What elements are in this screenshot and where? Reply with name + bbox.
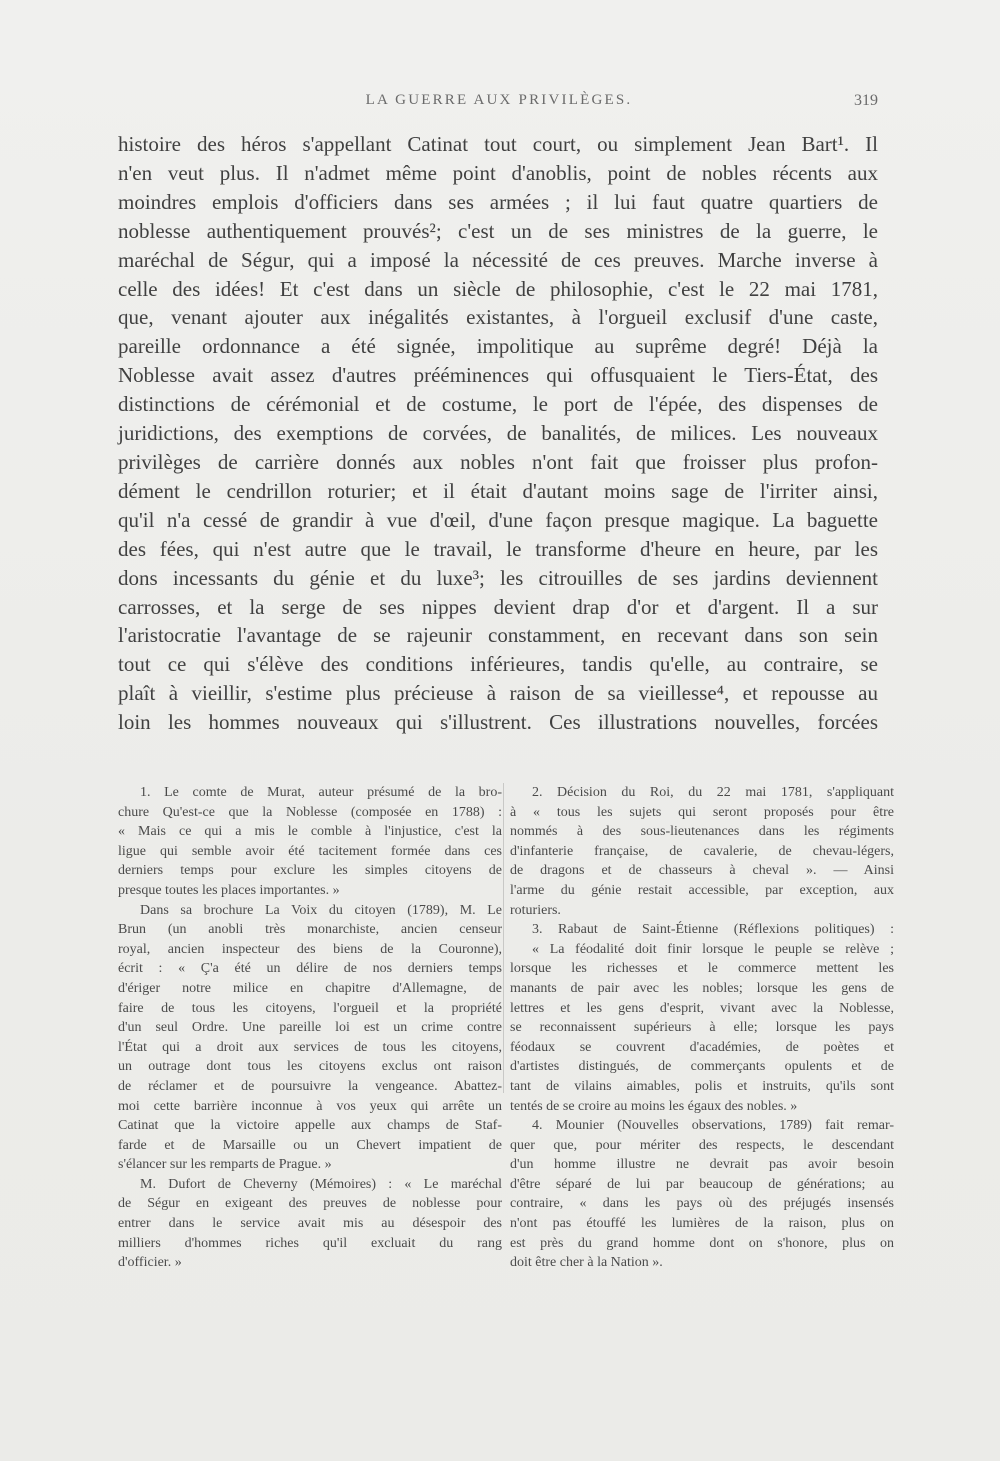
footnote-line: 4. Mounier (Nouvelles observations, 1789) fait remar- (532, 1118, 894, 1134)
footnote-line: de réclamer et de poursuivre la vengeance. Abattez- (118, 1078, 502, 1094)
footnote-line: Brun (un anobli très monarchiste, ancien censeur (118, 922, 502, 938)
footnote-line: d'ériger notre milice en chapitre d'Allemagne, de (118, 980, 502, 996)
footnote-line: tentés de se croire au moins les égaux des nobles. » (510, 1098, 798, 1114)
footnote-line: Catinat que la victoire appelle aux champs de Staf- (118, 1118, 502, 1134)
main-text-line: celle des idées! Et c'est dans un siècle de philosophie, c'est le 22 mai 1781, (118, 276, 878, 301)
footnote-line: royal, ancien inspecteur des biens de la Couronne), (118, 941, 502, 957)
footnote-line: d'artistes distingués, de commerçants opulents et de (510, 1059, 894, 1075)
main-text-line: histoire des héros s'appellant Catinat tout court, ou simplement Jean Bart¹. Il (118, 132, 878, 156)
footnote-line: n'ont pas étouffé les lumières de la raison, plus on (510, 1216, 894, 1232)
footnote-line: doit être cher à la Nation ». (510, 1255, 663, 1271)
main-text-line: pareille ordonnance a été signée, impolitique au suprême degré! Déjà la (118, 334, 878, 359)
main-text-line: tout ce qui s'élève des conditions inférieures, tandis qu'elle, au contraire, se (118, 652, 878, 677)
main-text-line: distinctions de cérémonial et de costume, le port de l'épée, des dispenses de (118, 392, 878, 417)
footnote-line: moi cette barrière inconnue à vos yeux qui arrête un (118, 1098, 502, 1114)
footnote-line: entrer dans le service avait mis au désespoir des (118, 1216, 502, 1232)
footnotes-right-column (510, 783, 894, 1273)
main-text-line: loin les hommes nouveaux qui s'illustrent. Ces illustrations nouvelles, forcées (118, 710, 878, 735)
footnote-line: d'infanterie française, de cavalerie, de chevau-légers, (510, 843, 894, 859)
footnote-line: farde et de Marsaille ou un Chevert impatient de (118, 1137, 502, 1153)
main-text-line: Noblesse avait assez d'autres prééminences qui offusquaient le Tiers-État, des (118, 363, 878, 388)
footnote-line: chure Qu'est-ce que la Noblesse (composée en 1788) : (118, 804, 502, 820)
footnote-line: « La féodalité doit finir lorsque le peuple se relève ; (532, 941, 894, 957)
main-text-line: des fées, qui n'est autre que le travail, le transforme d'heure en heure, par les (118, 536, 878, 561)
footnote-line: faire de tous les citoyens, l'orgueil et la propriété (118, 1000, 502, 1016)
footnote-line: est près du grand homme dont on s'honore, plus on (510, 1235, 894, 1251)
footnote-line: roturiers. (510, 902, 561, 918)
footnote-line: lettres et les gens d'esprit, vivant avec la Noblesse, (510, 1000, 894, 1016)
running-title: LA GUERRE AUX PRIVILÈGES. (365, 92, 633, 108)
footnote-line: « Mais ce qui a mis le comble à l'injustice, c'est la (118, 824, 502, 840)
main-text-line: privilèges de carrière donnés aux nobles n'ont fait que froisser plus profon- (118, 449, 878, 474)
footnote-line: contraire, « dans les pays où des préjugés insensés (510, 1196, 894, 1212)
running-head (118, 92, 880, 116)
footnote-line: lorsque les richesses et le commerce mettent les (510, 961, 894, 977)
footnote-line: tant de vilains aimables, polis et instruits, qu'ils sont (510, 1078, 894, 1094)
footnote-line: s'élancer sur les remparts de Prague. » (118, 1157, 332, 1173)
footnotes-left-column (118, 783, 502, 1273)
footnote-line: manants de pair avec les nobles; lorsque les gens de (510, 980, 894, 996)
footnote-line: d'un homme illustre ne devrait pas avoir besoin (510, 1157, 894, 1173)
main-text-line: n'en veut plus. Il n'admet même point d'anoblis, point de nobles récents aux (118, 160, 878, 185)
footnote-line: 2. Décision du Roi, du 22 mai 1781, s'appliquant (532, 785, 894, 800)
footnote-line: milliers d'hommes riches qu'il excluait du rang (118, 1235, 502, 1251)
footnotes (118, 783, 894, 1303)
footnote-line: de dragons et de chasseurs à cheval ». — Ainsi (510, 863, 894, 879)
footnote-line: d'un seul Ordre. Une pareille loi est un crime contre (118, 1020, 502, 1036)
footnote-line: de Ségur en exigeant des preuves de noblesse pour (118, 1196, 502, 1212)
footnote-line: à « tous les sujets qui seront proposés pour être (510, 804, 894, 820)
footnote-line: un outrage dont tous les citoyens exclus ont raison (118, 1059, 502, 1075)
footnote-line: derniers temps pour exclure les simples citoyens de (118, 863, 502, 879)
footnote-line: 1. Le comte de Murat, auteur présumé de la bro- (140, 785, 502, 800)
footnote-line: écrit : « Ç'a été un délire de nos derniers temps (118, 961, 502, 977)
footnote-line: presque toutes les places importantes. » (118, 882, 340, 898)
main-text-line: moindres emplois d'officiers dans ses armées ; il lui faut quatre quartiers de (118, 189, 878, 214)
footnote-line: se reconnaissent supérieurs à elle; lorsque les pays (510, 1020, 894, 1036)
main-text-line: maréchal de Ségur, qui a imposé la nécessité de ces preuves. Marche inverse à (118, 247, 878, 272)
main-text (118, 130, 878, 737)
main-text-line: que, venant ajouter aux inégalités existantes, à l'orgueil exclusif d'une caste, (118, 305, 878, 330)
footnote-line: l'État qui a droit aux services de tous les citoyens, (118, 1039, 502, 1055)
main-text-line: dément le cendrillon roturier; et il était d'autant moins sage de l'irriter ainsi, (118, 478, 878, 503)
footnote-line: 3. Rabaut de Saint-Étienne (Réflexions politiques) : (532, 922, 894, 938)
footnote-line: d'officier. » (118, 1255, 182, 1271)
main-text-line: dons incessants du génie et du luxe³; les citrouilles de ses jardins deviennent (118, 565, 878, 590)
footnote-line: ligue qui semble avoir été tacitement formée dans ces (118, 843, 502, 859)
page-number: 319 (854, 92, 878, 109)
footnote-line: quer que, pour mériter des respects, le descendant (510, 1137, 894, 1153)
footnote-line: M. Dufort de Cheverny (Mémoires) : « Le maréchal (140, 1176, 502, 1192)
main-text-line: qu'il n'a cessé de grandir à vue d'œil, d'une façon presque magique. La baguette (118, 507, 878, 532)
footnote-line: l'arme du génie restait accessible, par exception, aux (510, 882, 894, 898)
footnote-line: féodaux se couvrent d'académies, de poètes et (510, 1039, 894, 1055)
footnote-line: nommés à des sous-lieutenances dans les régiments (510, 824, 894, 840)
main-text-line: juridictions, des exemptions de corvées, de banalités, de milices. Les nouveaux (118, 421, 878, 446)
footnote-line: d'être séparé de lui par beaucoup de générations; au (510, 1176, 894, 1192)
main-text-line: noblesse authentiquement prouvés²; c'est un de ses ministres de la guerre, le (118, 218, 878, 243)
main-text-line: carrosses, et la serge de ses nippes devient drap d'or et d'argent. Il a sur (118, 594, 878, 619)
main-text-line: plaît à vieillir, s'estime plus précieuse à raison de sa vieillesse⁴, et repousse au (118, 681, 878, 706)
main-text-line: l'aristocratie l'avantage de se rajeunir constamment, en recevant dans son sein (118, 623, 878, 648)
footnote-line: Dans sa brochure La Voix du citoyen (1789), M. Le (140, 902, 502, 918)
column-divider (503, 783, 504, 1093)
